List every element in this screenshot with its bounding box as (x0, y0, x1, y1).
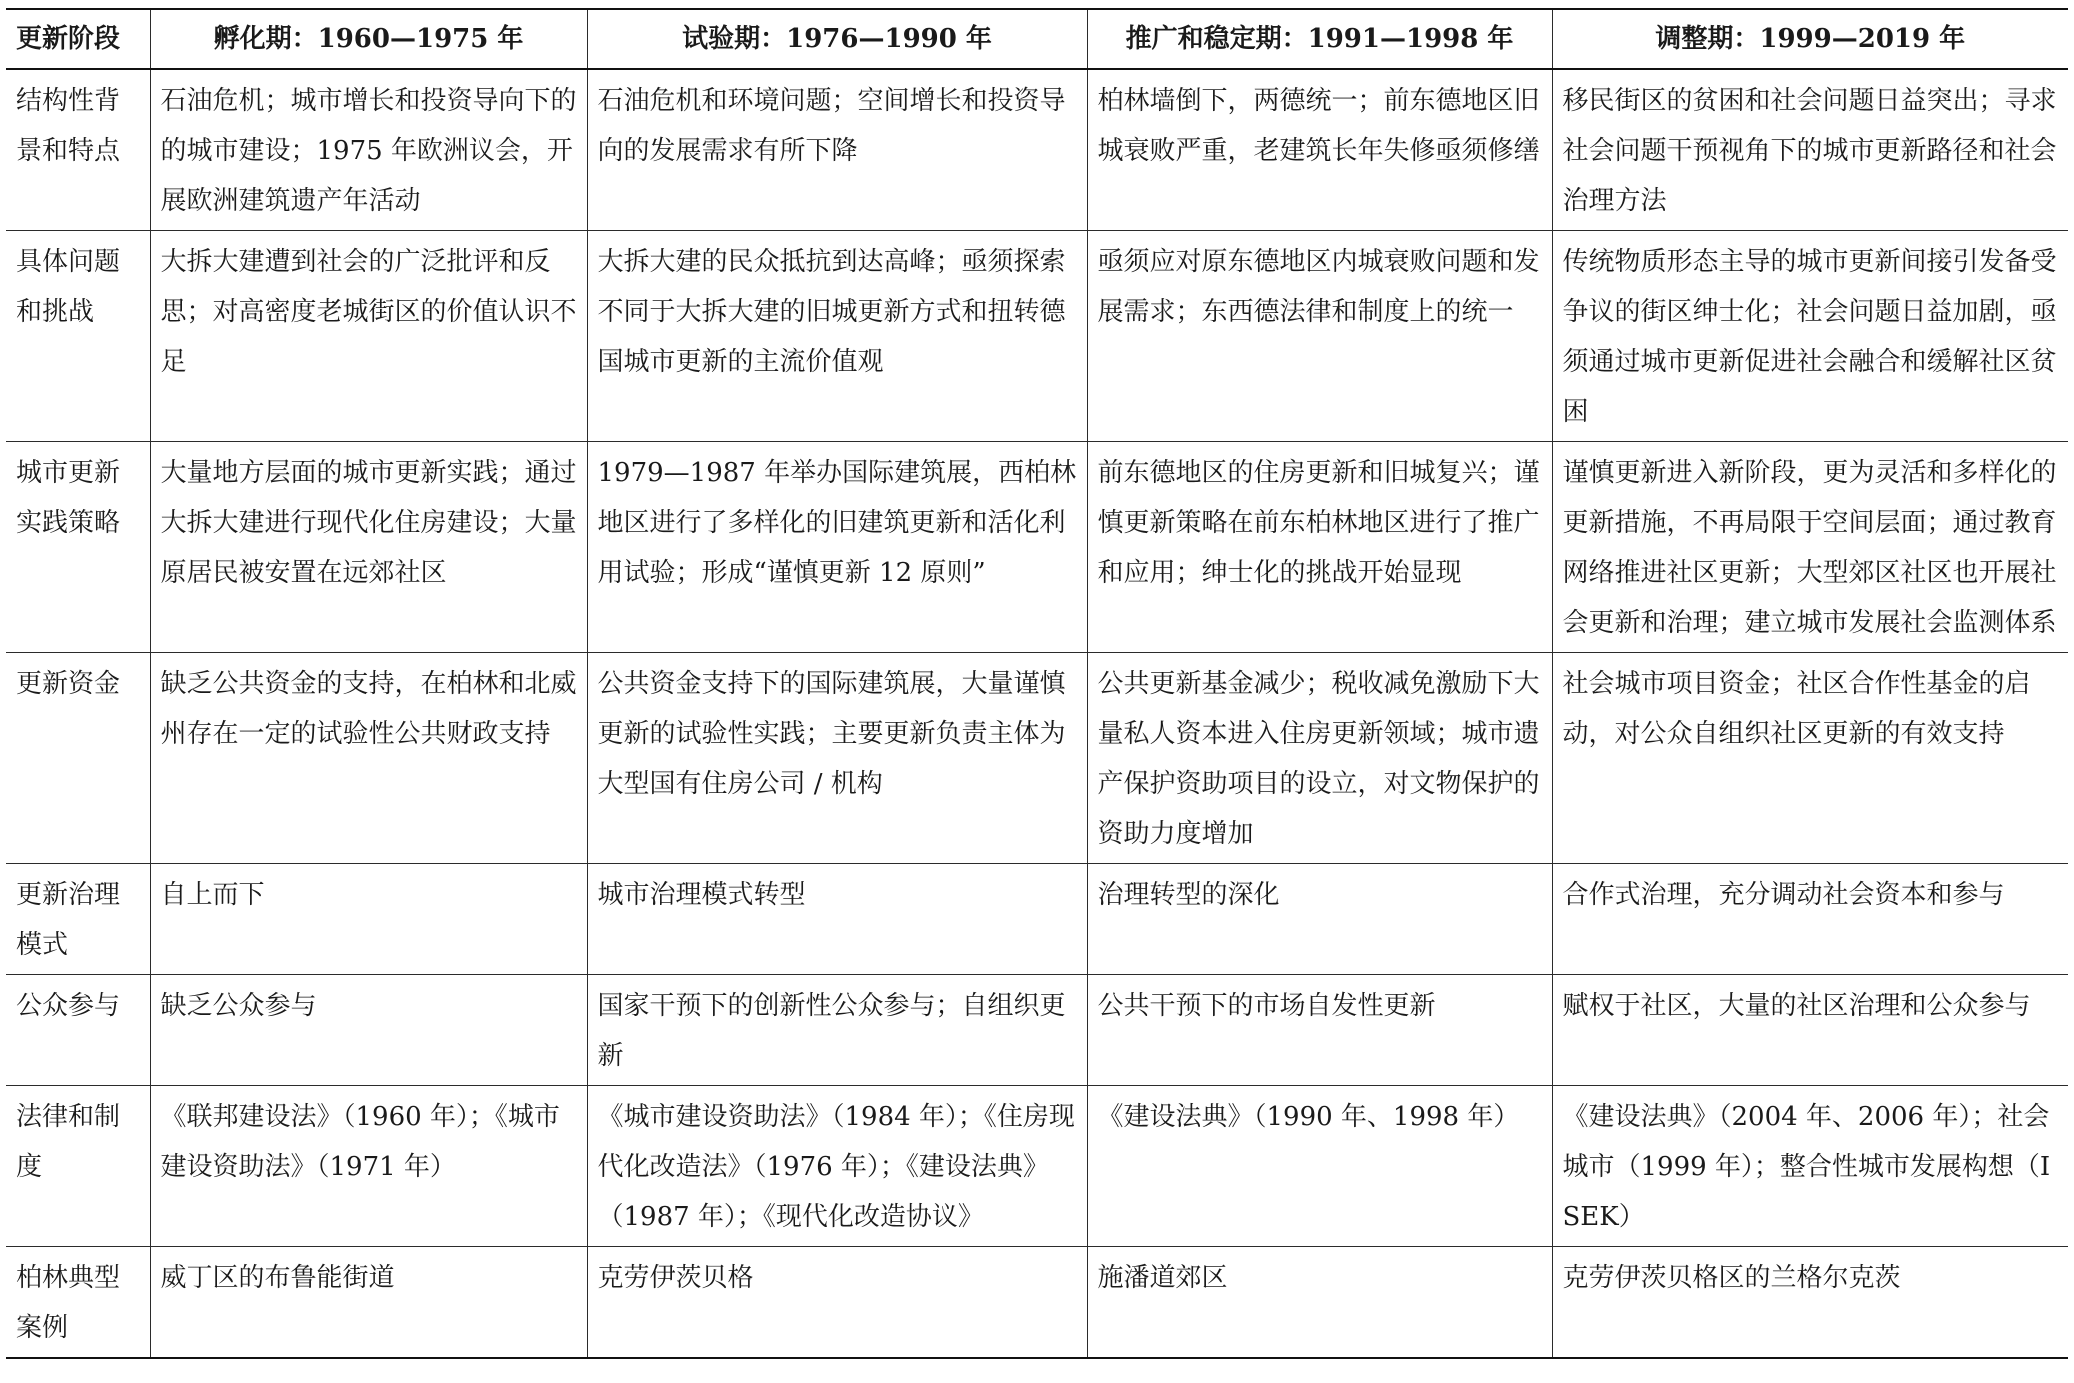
table-cell: 缺乏公众参与 (150, 975, 587, 1086)
table-cell: 公共更新基金减少；税收减免激励下大量私人资本进入住房更新领域；城市遗产保护资助项目的设立，对文物保护的资助力度增加 (1087, 653, 1552, 864)
table-row (6, 1086, 2068, 1247)
table-cell: 谨慎更新进入新阶段，更为灵活和多样化的更新措施，不再局限于空间层面；通过教育网络推进社区更新；大型郊区社区也开展社会更新和治理；建立城市发展社会监测体系 (1552, 442, 2068, 653)
table-cell: 1979—1987 年举办国际建筑展，西柏林地区进行了多样化的旧建筑更新和活化利用试验；形成“谨慎更新 12 原则” (587, 442, 1087, 653)
header-promotion: 推广和稳定期：1991—1998 年 (1087, 9, 1552, 69)
table-cell: 威丁区的布鲁能街道 (150, 1247, 587, 1359)
table-cell: 施潘道郊区 (1087, 1247, 1552, 1359)
table-cell: 国家干预下的创新性公众参与；自组织更新 (587, 975, 1087, 1086)
table-row (6, 975, 2068, 1086)
row-label: 结构性背景和特点 (6, 69, 150, 231)
table-cell: 克劳伊茨贝格区的兰格尔克茨 (1552, 1247, 2068, 1359)
table-cell: 石油危机；城市增长和投资导向下的的城市建设；1975 年欧洲议会，开展欧洲建筑遗产年活动 (150, 69, 587, 231)
table-cell: 大拆大建遭到社会的广泛批评和反思；对高密度老城街区的价值认识不足 (150, 231, 587, 442)
urban-renewal-table-container (6, 8, 2068, 1359)
table-cell: 《建设法典》（1990 年、1998 年） (1087, 1086, 1552, 1247)
table-cell: 亟须应对原东德地区内城衰败问题和发展需求；东西德法律和制度上的统一 (1087, 231, 1552, 442)
table-cell: 大拆大建的民众抵抗到达高峰；亟须探索不同于大拆大建的旧城更新方式和扭转德国城市更新的主流价值观 (587, 231, 1087, 442)
table-cell: 传统物质形态主导的城市更新间接引发备受争议的街区绅士化；社会问题日益加剧，亟须通过城市更新促进社会融合和缓解社区贫困 (1552, 231, 2068, 442)
table-cell: 柏林墙倒下，两德统一；前东德地区旧城衰败严重，老建筑长年失修亟须修缮 (1087, 69, 1552, 231)
table-cell: 公共资金支持下的国际建筑展，大量谨慎更新的试验性实践；主要更新负责主体为大型国有住房公司 / 机构 (587, 653, 1087, 864)
table-cell: 《城市建设资助法》（1984 年）；《住房现代化改造法》（1976 年）；《建设法典》（1987 年）；《现代化改造协议》 (587, 1086, 1087, 1247)
table-cell: 《联邦建设法》（1960 年）；《城市建设资助法》（1971 年） (150, 1086, 587, 1247)
table-cell: 前东德地区的住房更新和旧城复兴；谨慎更新策略在前东柏林地区进行了推广和应用；绅士化的挑战开始显现 (1087, 442, 1552, 653)
table-row (6, 69, 2068, 231)
header-experiment: 试验期：1976—1990 年 (587, 9, 1087, 69)
table-cell: 克劳伊茨贝格 (587, 1247, 1087, 1359)
table-cell: 合作式治理，充分调动社会资本和参与 (1552, 864, 2068, 975)
row-label: 柏林典型案例 (6, 1247, 150, 1359)
table-row (6, 1247, 2068, 1359)
table-cell: 大量地方层面的城市更新实践；通过大拆大建进行现代化住房建设；大量原居民被安置在远郊社区 (150, 442, 587, 653)
header-adjustment: 调整期：1999—2019 年 (1552, 9, 2068, 69)
table-cell: 移民街区的贫困和社会问题日益突出；寻求社会问题干预视角下的城市更新路径和社会治理方法 (1552, 69, 2068, 231)
table-cell: 社会城市项目资金；社区合作性基金的启动，对公众自组织社区更新的有效支持 (1552, 653, 2068, 864)
table-cell: 公共干预下的市场自发性更新 (1087, 975, 1552, 1086)
table-cell: 城市治理模式转型 (587, 864, 1087, 975)
row-label: 具体问题和挑战 (6, 231, 150, 442)
table-cell: 石油危机和环境问题；空间增长和投资导向的发展需求有所下降 (587, 69, 1087, 231)
header-row (6, 9, 2068, 69)
row-label: 城市更新实践策略 (6, 442, 150, 653)
table-row (6, 231, 2068, 442)
table-row (6, 653, 2068, 864)
table-cell: 缺乏公共资金的支持，在柏林和北威州存在一定的试验性公共财政支持 (150, 653, 587, 864)
header-stage: 更新阶段 (6, 9, 150, 69)
row-label: 公众参与 (6, 975, 150, 1086)
table-row (6, 864, 2068, 975)
table-cell: 《建设法典》（2004 年、2006 年）；社会城市（1999 年）；整合性城市发展构想（ISEK） (1552, 1086, 2068, 1247)
table-cell: 治理转型的深化 (1087, 864, 1552, 975)
row-label: 更新资金 (6, 653, 150, 864)
header-incubation: 孵化期：1960—1975 年 (150, 9, 587, 69)
table-cell: 自上而下 (150, 864, 587, 975)
urban-renewal-stages-table (6, 8, 2068, 1359)
row-label: 更新治理模式 (6, 864, 150, 975)
table-header (6, 9, 2068, 69)
table-row (6, 442, 2068, 653)
table-body (6, 69, 2068, 1358)
row-label: 法律和制度 (6, 1086, 150, 1247)
table-cell: 赋权于社区，大量的社区治理和公众参与 (1552, 975, 2068, 1086)
